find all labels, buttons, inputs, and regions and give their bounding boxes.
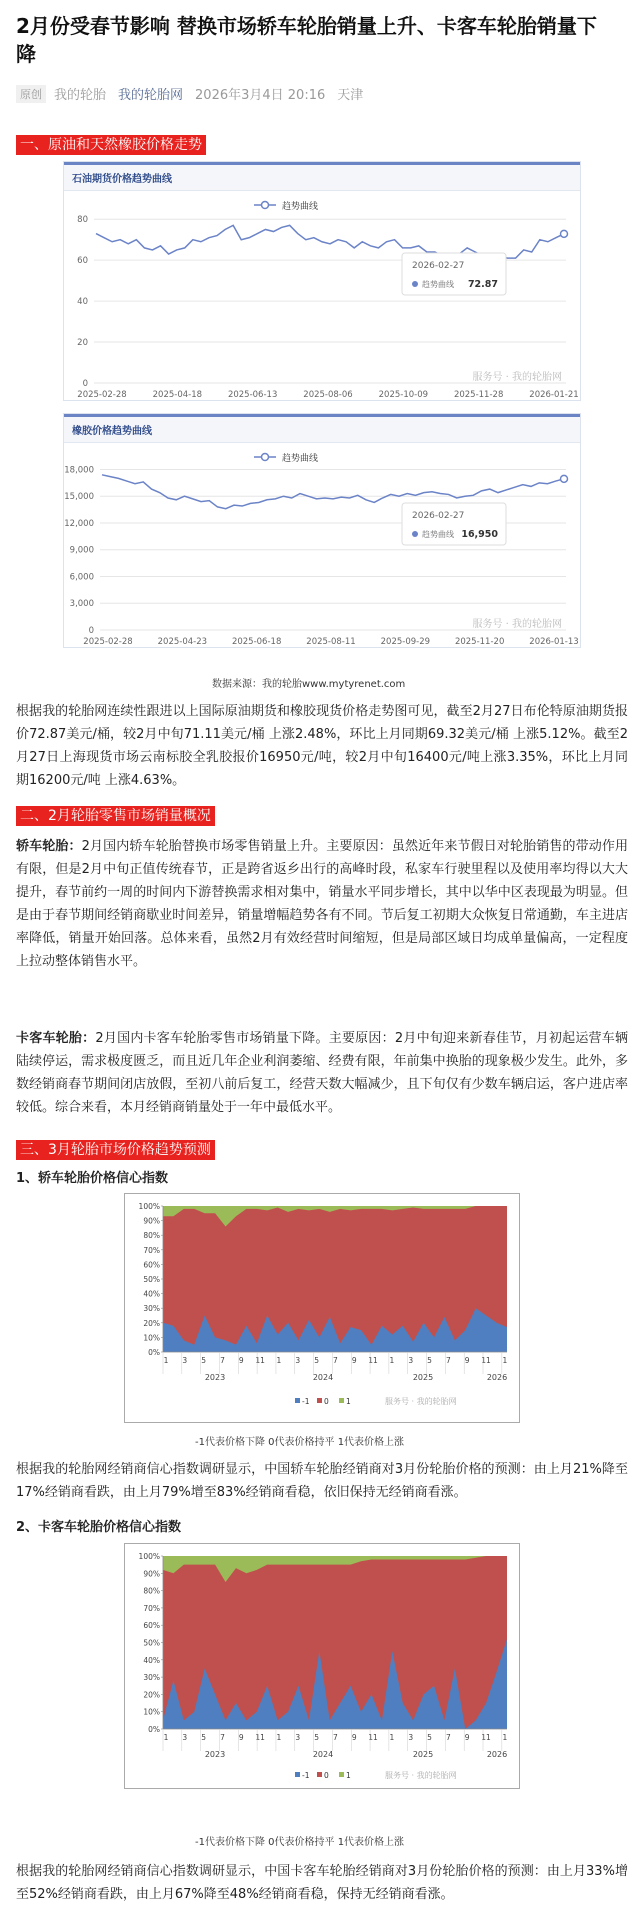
legend-label: 0 — [324, 1397, 329, 1406]
y-tick-label: 12,000 — [64, 518, 94, 529]
year-label: 2023 — [204, 1373, 226, 1382]
chart-legend — [254, 200, 318, 212]
y-tick-label: 70% — [143, 1603, 160, 1613]
rubber-chart-svg — [64, 443, 580, 648]
x-tick-label: 1 — [389, 1356, 395, 1365]
watermark: 服务号 · 我的轮胎网 — [472, 619, 562, 630]
y-tick-label: 60% — [143, 1260, 160, 1270]
watermark: 服务号 · 我的轮胎网 — [472, 372, 562, 383]
x-tick-label: 2025-09-29 — [380, 637, 431, 647]
truck-index-caption: -1代表价格下降 0代表价格持平 1代表价格上涨 — [195, 1837, 405, 1848]
x-tick-label: 1 — [163, 1356, 169, 1365]
x-tick-label: 3 — [295, 1356, 301, 1365]
x-tick-label: 2025-08-06 — [303, 390, 353, 400]
x-tick-label: 7 — [333, 1733, 338, 1742]
y-tick-label: 10% — [143, 1707, 160, 1717]
legend-label: 1 — [346, 1771, 351, 1780]
y-tick-label: 40% — [143, 1289, 160, 1299]
x-tick-label: 2025-08-11 — [306, 637, 356, 647]
y-tick-label: 60 — [77, 256, 88, 267]
y-tick-label: 0% — [148, 1348, 160, 1357]
x-tick-label: 3 — [408, 1733, 414, 1742]
x-tick-label: 2025-02-28 — [77, 390, 127, 400]
paragraph-truck — [16, 1027, 628, 1119]
x-tick-label: 1 — [276, 1733, 282, 1742]
paragraph-prices: 根据我的轮胎网连续性跟进以上国际原油期货和橡胶现货价格走势图可见，截至2月27日布伦特原油期货报价72.87美元/桶，较2月中旬71.11美元/桶 上涨2.48%，环比上月同期69.32美元/桶 上涨5.12%。截至2月27日上海现货市场云南标胶全乳胶报价16950元/吨，较2月中旬16400元/吨上涨3.35%，环比上月同期16200元/吨 上涨4.63%。 — [16, 704, 628, 788]
y-tick-label: 100% — [138, 1552, 160, 1561]
x-tick-label: 7 — [333, 1356, 338, 1365]
x-tick-label: 11 — [368, 1733, 378, 1742]
x-tick-label: 2025-06-18 — [231, 637, 282, 647]
legend-label: -1 — [302, 1397, 310, 1406]
x-tick-label: 2026-01-13 — [529, 637, 579, 647]
car-index-chart — [124, 1193, 520, 1423]
tooltip-date: 2026-02-27 — [412, 511, 465, 521]
watermark: 服务号 · 我的轮胎网 — [385, 1397, 457, 1406]
y-tick-label: 6,000 — [69, 572, 94, 583]
chart-legend — [295, 1397, 351, 1406]
y-tick-label: 3,000 — [69, 599, 94, 610]
x-tick-label: 1 — [276, 1356, 282, 1365]
legend-swatch — [339, 1398, 344, 1403]
area-series-0 — [163, 1206, 507, 1352]
y-tick-label: 10% — [143, 1333, 160, 1343]
legend-swatch — [339, 1772, 344, 1777]
y-tick-label: 50% — [143, 1638, 160, 1648]
car-text: 2月国内轿车轮胎替换市场零售销量上升。主要原因：虽然近年来节假日对轮胎销售的带动作用有限，但是2月中旬正值传统春节，正是跨省返乡出行的高峰时段，私家车行驶里程以及使用率均得以大大提升，春节前约一周的时间内下游替换需求相对集中，销量水平同步增长，其中以华中区表现最为明显。但是由于春节期间经销商歇业时间差异，销量增幅趋势各有不同。节后复工初期大众恢复日常通勤，车主进店率降低，销量开始回落。总体来看，虽然2月有效经营时间缩短，但是局部区域日均成单量偏高，一定程度上拉动整体销售水平。 — [16, 839, 628, 969]
x-tick-label: 11 — [255, 1733, 265, 1742]
x-tick-label: 9 — [464, 1356, 470, 1365]
x-tick-label: 9 — [238, 1733, 244, 1742]
x-tick-label: 5 — [314, 1733, 319, 1742]
car-index-svg — [125, 1194, 519, 1422]
car-index-caption: -1代表价格下降 0代表价格持平 1代表价格上涨 — [195, 1437, 405, 1448]
article-meta — [16, 84, 375, 103]
x-tick-label: 5 — [201, 1733, 207, 1742]
legend-swatch — [317, 1398, 322, 1403]
paragraph-truck-index: 根据我的轮胎网经销商信心指数调研显示，中国卡客车轮胎经销商对3月份轮胎价格的预测：由上月33%增至52%经销商看跌，由上月67%降至48%经销商看稳，保持无经销商看涨。 — [16, 1864, 628, 1902]
y-tick-label: 40 — [77, 297, 88, 308]
year-label: 2025 — [412, 1373, 434, 1382]
legend-swatch — [295, 1772, 300, 1777]
x-tick-label: 3 — [295, 1733, 301, 1742]
truck-text: 2月国内卡客车轮胎零售市场销量下降。主要原因：2月中旬迎来新春佳节，月初起运营车辆陆续停运，需求极度匮乏，而且近几年企业利润萎缩、经费有限，年前集中换胎的现象极少发生。此外，多数经销商春节期间闭店放假，至初八前后复工，经营天数大幅减少，且下旬仅有少数车辆启运，客户进店率较低。综合来看，本月经销商销量处于一年中最低水平。 — [16, 1031, 628, 1115]
tooltip — [402, 503, 506, 545]
year-label: 2026 — [486, 1750, 508, 1759]
x-tick-label: 5 — [427, 1733, 432, 1742]
year-label: 2023 — [204, 1750, 226, 1759]
x-tick-label: 7 — [220, 1356, 225, 1365]
x-tick-label: 9 — [464, 1733, 470, 1742]
legend-marker — [262, 202, 269, 209]
truck-index-chart — [124, 1543, 520, 1789]
y-tick-label: 90% — [143, 1216, 160, 1226]
x-tick-label: 2026-01-21 — [529, 390, 579, 400]
x-tick-label: 1 — [502, 1733, 508, 1742]
y-tick-label: 40% — [143, 1655, 160, 1665]
last-point-marker — [561, 230, 568, 237]
x-tick-label: 11 — [255, 1356, 265, 1365]
y-tick-label: 30% — [143, 1304, 160, 1314]
oil-price-chart — [64, 162, 580, 400]
y-tick-label: 0% — [148, 1725, 160, 1734]
section-heading-2: 二、2月轮胎零售市场销量概况 — [16, 806, 215, 826]
x-tick-label: 2025-11-28 — [453, 390, 504, 400]
x-tick-label: 7 — [445, 1733, 451, 1742]
watermark: 服务号 · 我的轮胎网 — [385, 1771, 457, 1780]
year-label: 2025 — [412, 1750, 434, 1759]
x-tick-label: 2025-02-28 — [83, 637, 133, 647]
y-tick-label: 15,000 — [64, 492, 94, 503]
paragraph-car — [16, 835, 628, 973]
tooltip-value: 16,950 — [461, 529, 498, 540]
x-tick-label: 2025-04-18 — [152, 390, 203, 400]
y-tick-label: 9,000 — [69, 545, 94, 556]
chart-legend — [254, 452, 318, 464]
y-tick-label: 20% — [143, 1318, 160, 1328]
y-tick-label: 100% — [138, 1202, 160, 1211]
x-tick-label: 2025-10-09 — [378, 390, 429, 400]
car-label: 轿车轮胎： — [16, 839, 82, 854]
x-tick-label: 7 — [220, 1733, 225, 1742]
legend-swatch — [295, 1398, 300, 1403]
y-tick-label: 90% — [143, 1569, 160, 1579]
tooltip-label: 趋势曲线 — [422, 530, 454, 539]
y-tick-label: 0 — [88, 626, 94, 636]
tooltip-dot — [412, 531, 418, 537]
x-tick-label: 3 — [182, 1733, 188, 1742]
publish-date: 2026年3月4日 20:16 — [195, 88, 326, 103]
publish-location: 天津 — [337, 88, 364, 103]
tooltip — [402, 253, 506, 295]
legend-swatch — [317, 1772, 322, 1777]
y-tick-label: 80% — [143, 1586, 160, 1596]
legend-label: -1 — [302, 1771, 310, 1780]
y-tick-label: 50% — [143, 1275, 160, 1284]
rubber-price-chart — [64, 414, 580, 647]
x-tick-label: 5 — [427, 1356, 432, 1365]
year-label: 2024 — [312, 1373, 334, 1382]
tooltip-label: 趋势曲线 — [422, 280, 454, 289]
y-tick-label: 18,000 — [64, 465, 94, 476]
data-source: 数据来源：我的轮胎www.mytyrenet.com — [212, 679, 406, 690]
section-heading-1: 一、原油和天然橡胶价格走势 — [16, 135, 206, 155]
x-tick-label: 11 — [481, 1356, 491, 1365]
original-tag: 原创 — [16, 85, 46, 103]
y-tick-label: 20% — [143, 1690, 160, 1700]
x-tick-label: 11 — [368, 1356, 378, 1365]
truck-index-svg — [125, 1544, 519, 1788]
year-label: 2026 — [486, 1373, 508, 1382]
x-tick-label: 3 — [408, 1356, 414, 1365]
x-tick-label: 9 — [351, 1733, 357, 1742]
y-tick-label: 80 — [77, 215, 88, 226]
legend-label: 1 — [346, 1397, 351, 1406]
article-title: 2月份受春节影响 替换市场轿车轮胎销量上升、卡客车轮胎销量下降 — [16, 14, 597, 66]
legend-label: 趋势曲线 — [282, 202, 319, 212]
last-point-marker — [561, 475, 568, 482]
author: 我的轮胎 — [54, 88, 107, 103]
tooltip-dot — [412, 281, 418, 287]
rubber-chart-title: 橡胶价格趋势曲线 — [64, 417, 580, 443]
y-tick-label: 80% — [143, 1231, 160, 1241]
section-heading-3: 三、3月轮胎市场价格趋势预测 — [16, 1140, 215, 1160]
x-tick-label: 1 — [502, 1356, 508, 1365]
x-tick-label: 5 — [314, 1356, 319, 1365]
x-tick-label: 1 — [163, 1733, 169, 1742]
truck-label: 卡客车轮胎： — [16, 1031, 96, 1046]
legend-label: 趋势曲线 — [282, 454, 319, 464]
x-tick-label: 2025-04-23 — [157, 637, 208, 647]
y-tick-label: 70% — [143, 1245, 160, 1255]
x-tick-label: 3 — [182, 1356, 188, 1365]
x-tick-label: 9 — [238, 1356, 244, 1365]
y-tick-label: 60% — [143, 1621, 160, 1631]
tooltip-value: 72.87 — [467, 279, 498, 290]
x-tick-label: 1 — [389, 1733, 395, 1742]
y-tick-label: 30% — [143, 1673, 160, 1683]
subheading-truck-index: 2、卡客车轮胎价格信心指数 — [16, 1520, 182, 1535]
account-link[interactable]: 我的轮胎网 — [118, 88, 184, 103]
x-tick-label: 2025-11-20 — [454, 637, 505, 647]
y-tick-label: 20 — [77, 338, 88, 349]
chart-legend — [295, 1771, 351, 1780]
oil-chart-title: 石油期货价格趋势曲线 — [64, 165, 580, 191]
x-tick-label: 7 — [445, 1356, 451, 1365]
oil-chart-svg — [64, 191, 580, 401]
subheading-car-index: 1、轿车轮胎价格信心指数 — [16, 1171, 169, 1186]
legend-label: 0 — [324, 1771, 329, 1780]
x-tick-label: 11 — [481, 1733, 491, 1742]
tooltip-date: 2026-02-27 — [412, 261, 465, 271]
x-tick-label: 9 — [351, 1356, 357, 1365]
legend-marker — [262, 454, 269, 461]
x-tick-label: 5 — [201, 1356, 207, 1365]
y-tick-label: 0 — [82, 379, 88, 389]
paragraph-car-index: 根据我的轮胎网经销商信心指数调研显示，中国轿车轮胎经销商对3月份轮胎价格的预测：由上月21%降至17%经销商看跌，由上月79%增至83%经销商看稳，依旧保持无经销商看涨。 — [16, 1462, 628, 1500]
year-label: 2024 — [312, 1750, 334, 1759]
x-tick-label: 2025-06-13 — [227, 390, 278, 400]
